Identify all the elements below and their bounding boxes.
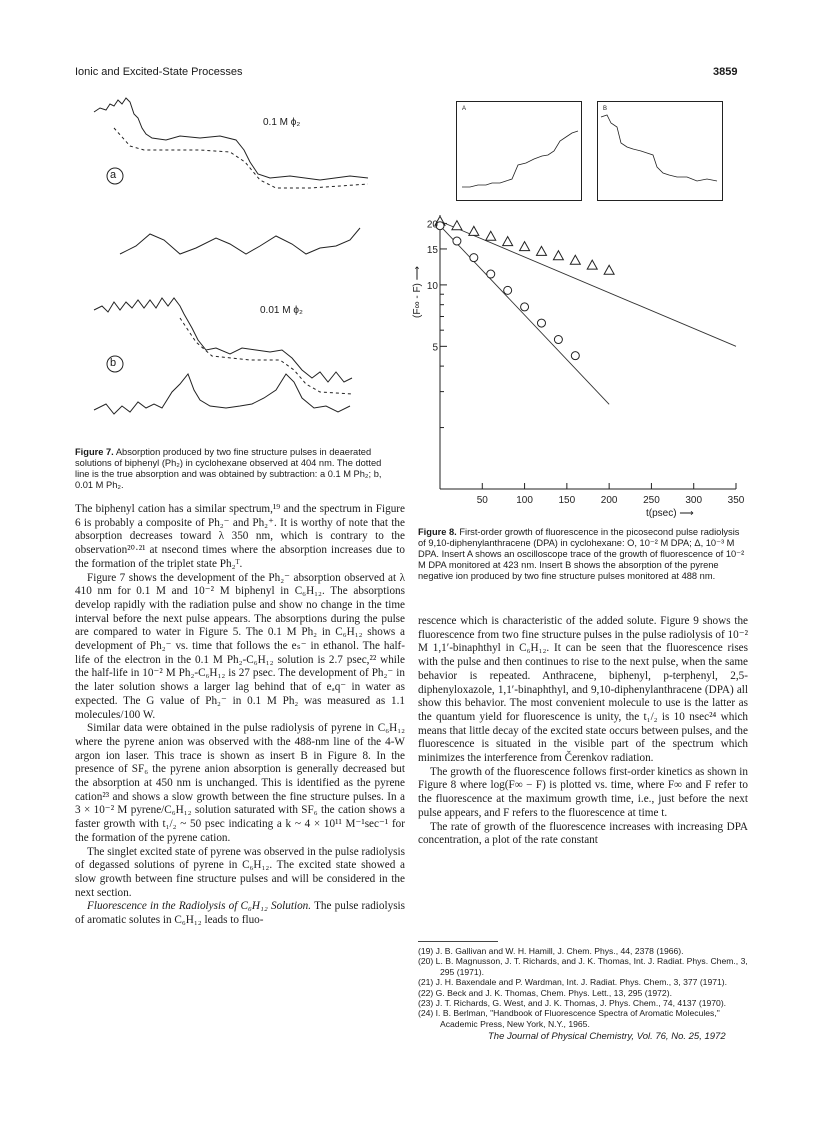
- left-paragraph-5: [75, 900, 405, 927]
- reference-21: (21) J. H. Baxendale and P. Wardman, Int. J. Radiat. Phys. Chem., 3, 377 (1971).: [418, 977, 728, 988]
- references: [418, 946, 748, 1029]
- data-point-circle: [487, 270, 495, 278]
- x-tick-label: 100: [516, 495, 533, 506]
- data-point-circle: [453, 237, 461, 245]
- figure-8-caption-label: Figure 8.: [418, 527, 457, 537]
- trace-b-bottom: [94, 374, 350, 414]
- figure-7-caption: [75, 447, 395, 491]
- x-tick-label: 200: [600, 495, 618, 506]
- data-point-circle: [554, 336, 562, 344]
- left-paragraph-4: The singlet excited state of pyrene was observed in the pulse radiolysis of degassed solutions of pyrene in C₆H₁₂. The excited state showed a slow growth between fine structure pulses and will be considered in the next section.: [75, 845, 405, 899]
- figure-7-caption-text: Absorption produced by two fine structure pulses in deaerated solutions of biphenyl (Ph₂) in cyclohexane observed at 404 nm. The dotted line is the true absorption and was obtained by subtraction: a 0.1 M Ph₂; b, 0.01 M Ph₂.: [75, 447, 382, 490]
- data-point-triangle: [570, 255, 580, 264]
- figure-8-xlabel: t(psec) ⟶: [646, 508, 694, 519]
- data-point-triangle: [536, 246, 546, 255]
- inset-b-trace: [597, 101, 721, 199]
- running-title: Ionic and Excited-State Processes: [75, 66, 243, 78]
- references-rule: [418, 941, 498, 942]
- inset-a-label: A: [462, 106, 467, 112]
- page-number: 3859: [713, 66, 738, 78]
- y-tick-label: 10: [426, 280, 438, 292]
- figure-7-label-a: a: [110, 169, 117, 181]
- trace-a-top: [94, 98, 368, 180]
- data-point-triangle: [604, 265, 614, 274]
- data-point-triangle: [553, 251, 563, 260]
- y-tick-label: 20: [426, 219, 438, 231]
- reference-22: (22) G. Beck and J. K. Thomas, Chem. Phys. Lett., 13, 295 (1972).: [418, 987, 672, 998]
- trace-b-top: [94, 298, 352, 382]
- fit-line-triangle: [440, 221, 736, 346]
- right-paragraph-2: The growth of the fluorescence follows first-order kinetics as shown in Figure 8 where log(F∞ − F) is plotted vs. time, where F∞ and F refer to the fluorescence at the maximum growth time, i.e., just before the next pulse appears, and F refers to the fluorescence at time t.: [418, 765, 748, 819]
- reference-23: (23) J. T. Richards, G. West, and J. K. Thomas, J. Phys. Chem., 74, 4137 (1970).: [418, 998, 727, 1009]
- left-paragraph-5-text: The pulse radiolysis of aromatic solutes in C₆H₁₂ leads to fluo-: [75, 900, 406, 927]
- figure-7-conc-b: 0.01 M ϕ₂: [260, 305, 303, 316]
- x-tick-label: 350: [727, 495, 745, 506]
- data-point-circle: [470, 254, 478, 262]
- figure-7-caption-label: Figure 7.: [75, 447, 114, 457]
- reference-19: (19) J. B. Gallivan and W. H. Hamill, J. Chem. Phys., 44, 2378 (1966).: [418, 946, 684, 956]
- inset-b-label: B: [603, 106, 608, 112]
- figure-8-chart: [420, 205, 750, 515]
- x-tick-label: 50: [476, 495, 488, 506]
- left-paragraph-3: Similar data were obtained in the pulse radiolysis of pyrene in C₆H₁₂ where the pyrene anion was observed with the 488-nm line of the 4-W argon ion laser. This trace is shown as insert B in Figure 8. In the presence of SF₆ the pyrene anion absorption is generally decreased but the absorption at 450 nm is unchanged. This is identified as the pyrene cation²³ and shows a slow growth between the fine structure pulses. In a 3 × 10⁻² M pyrene/C₆H₁₂ solution saturated with SF₆ the cation shows a faster growth with t₁/₂ ~ 50 psec indicating a k ~ 4 × 10¹¹ M⁻¹sec⁻¹ for the formation of the pyrene cation.: [75, 722, 405, 844]
- trace-a-bottom: [120, 228, 360, 254]
- data-point-circle: [504, 286, 512, 294]
- data-point-circle: [537, 319, 545, 327]
- right-paragraph-1: rescence which is characteristic of the added solute. Figure 9 shows the fluorescence from two fine structure pulses in the pulse radiolysis of 10⁻² M 1,1′-binaphthyl in C₆H₁₂. It can be seen that the fluorescence rises with the pulse and then continues to rise to the next pulse, when the same behavior is repeated. Anthracene, biphenyl, p-terphenyl, 2,5-diphenyloxazole, 1,1′-binaphthyl, and 9,10-diphenylanthracene (DPA) all show this behavior. The most convenient molecule to use is the latter as the quantum yield for fluorescence is unity, the t₁/₂ is 10 nsec²⁴ which means that little decay of the excited state occurs between pulses, and the fluorescence is situated in the visible part of the spectrum which minimizes the interference from Čerenkov radiation.: [418, 615, 748, 765]
- left-paragraph-1: The biphenyl cation has a similar spectrum,¹⁹ and the spectrum in Figure 6 is probably a composite of Ph₂⁻ and Ph₂⁺. It is worthy of note that the absorption decreases toward λ 350 nm, which is contrary to the observation²⁰·²¹ at nsecond times where the absorption increases due to the formation of the triplet state Ph₂ᵀ.: [75, 503, 405, 570]
- right-column: [418, 615, 748, 848]
- data-point-triangle: [452, 221, 462, 230]
- figure-8-ylabel: (F∞ - F) ⟶: [412, 265, 423, 318]
- figure-7-label-b: b: [110, 357, 117, 369]
- data-point-triangle: [520, 242, 530, 251]
- section-heading: Fluorescence in the Radiolysis of C₆H₁₂ Solution.: [87, 900, 312, 913]
- figure-8-caption: [418, 527, 746, 582]
- trace-b-dotted: [180, 318, 352, 394]
- x-tick-label: 300: [685, 495, 703, 506]
- data-point-triangle: [587, 260, 597, 269]
- data-point-triangle: [486, 231, 496, 240]
- left-column: [75, 503, 405, 928]
- data-point-triangle: [503, 237, 513, 246]
- data-point-triangle: [469, 226, 479, 235]
- reference-24: (24) I. B. Berlman, "Handbook of Fluorescence Spectra of Aromatic Molecules," Academic Press, New York, N.Y., 1965.: [418, 1008, 720, 1029]
- y-tick-label: 5: [432, 342, 438, 354]
- journal-footer: The Journal of Physical Chemistry, Vol. 76, No. 25, 1972: [488, 1031, 726, 1042]
- x-tick-label: 150: [558, 495, 576, 506]
- figure-8-caption-text: First-order growth of fluorescence in the picosecond pulse radiolysis of 9,10-diphenylanthracene (DPA) in cyclohexane: O, 10⁻² M DPA; Δ, 10⁻³ M DPA. Insert A shows an oscilloscope trace of the growth of fluorescence of 10⁻² M DPA monitored at 423 nm. Insert B shows the absorption of the pyrene negative ion produced by two fine structure pulses monitored at 488 nm.: [418, 527, 745, 581]
- y-tick-label: 15: [426, 244, 438, 256]
- data-point-circle: [571, 352, 579, 360]
- left-paragraph-2: Figure 7 shows the development of the Ph₂⁻ absorption observed at λ 410 nm for 0.1 M and 10⁻² M biphenyl in C₆H₁₂. The absorptions develop rapidly with the radiation pulse and show no change in the time interval before the next pulse appears. The absorptions during the pulse are compared to water in Figure 5. The 0.1 M Ph₂ in C₆H₁₂ shows a development of Ph₂⁻ vs. time that follows the eₛ⁻ in ethanol. The half-life of the electron in the 0.1 M Ph₂-C₆H₁₂ solution is 2.7 psec,²² while the half-life in 10⁻² M Ph₂-C₆H₁₂ is 27 psec. The development of Ph₂⁻ in the later solution shows a larger lag behind that of eₐq⁻ in water as expected. The G value of Ph₂⁻ in 0.1 M Ph₂ was measured as 1.1 molecules/100 W.: [75, 571, 405, 721]
- fit-line-circle: [440, 226, 609, 405]
- reference-20: (20) L. B. Magnusson, J. T. Richards, and J. K. Thomas, Int. J. Radiat. Phys. Chem., 3, 295 (1971).: [418, 956, 748, 977]
- figure-7-traces: [80, 88, 380, 438]
- x-tick-label: 250: [643, 495, 660, 506]
- data-point-circle: [521, 303, 529, 311]
- figure-7-conc-a: 0.1 M ϕ₂: [263, 117, 301, 128]
- inset-a-trace: [456, 101, 580, 199]
- right-paragraph-3: The rate of growth of the fluorescence increases with increasing DPA concentration, a plot of the rate constant: [418, 820, 748, 847]
